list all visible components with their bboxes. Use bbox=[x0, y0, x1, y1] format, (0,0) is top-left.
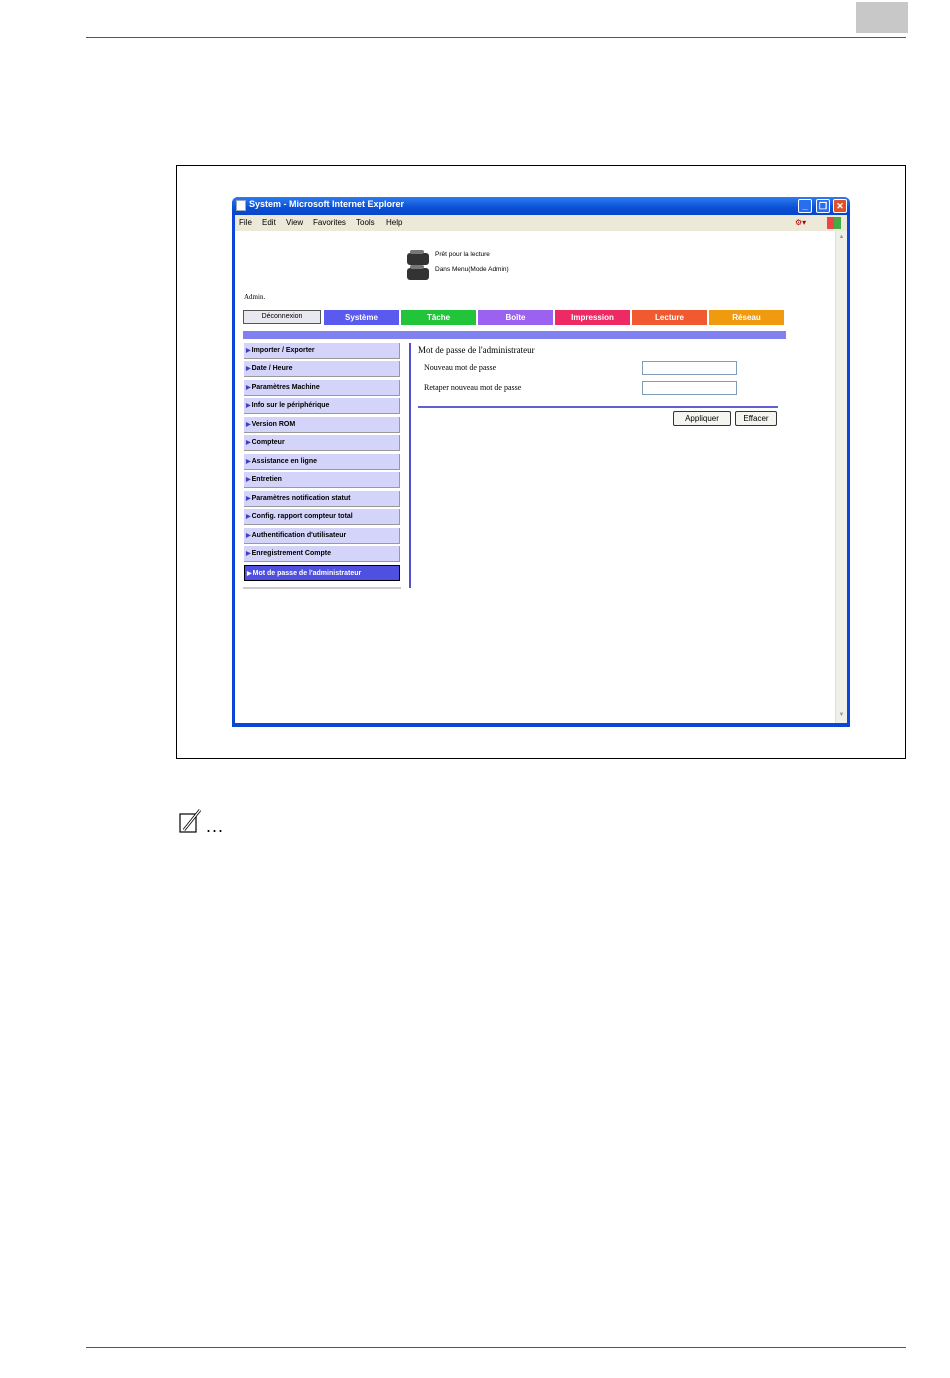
sidebar-item-label: Authentification d'utilisateur bbox=[251, 532, 347, 539]
ie-page-icon bbox=[236, 200, 246, 211]
menu-help[interactable]: Help bbox=[386, 218, 403, 227]
sidebar-item-label: Assistance en ligne bbox=[251, 458, 317, 465]
status-admin-mode: Dans Menu(Mode Admin) bbox=[435, 266, 509, 273]
menu-edit[interactable]: Edit bbox=[262, 218, 276, 227]
arrow-icon: ▶ bbox=[246, 403, 251, 409]
header-divider-bar bbox=[243, 331, 786, 339]
arrow-icon: ▶ bbox=[246, 348, 251, 354]
page-content bbox=[235, 231, 835, 723]
sidebar-item-importer-exporter[interactable] bbox=[244, 343, 400, 359]
arrow-icon: ▶ bbox=[246, 477, 251, 483]
admin-label: Admin. bbox=[244, 293, 266, 301]
sidebar-item-label: Entretien bbox=[251, 476, 282, 483]
arrow-icon: ▶ bbox=[246, 459, 251, 465]
arrow-icon: ▶ bbox=[246, 385, 251, 391]
logout-button[interactable]: Déconnexion bbox=[243, 310, 321, 324]
scroll-up-icon[interactable]: ▲ bbox=[838, 234, 845, 240]
scroll-down-icon[interactable]: ▼ bbox=[838, 712, 845, 718]
sidebar-item-date-heure[interactable] bbox=[244, 361, 400, 377]
restore-button[interactable]: ❐ bbox=[816, 199, 830, 213]
sidebar-item-enregistrement-compte[interactable] bbox=[244, 546, 400, 562]
apply-button[interactable]: Appliquer bbox=[673, 411, 731, 426]
arrow-icon: ▶ bbox=[246, 440, 251, 446]
sidebar-item-label: Info sur le périphérique bbox=[251, 402, 330, 409]
minimize-button[interactable]: _ bbox=[798, 199, 812, 213]
sidebar-bottom-rule bbox=[243, 587, 401, 589]
sidebar-item-mot-de-passe-admin[interactable] bbox=[244, 565, 400, 581]
arrow-icon: ▶ bbox=[246, 551, 251, 557]
window-title: System - Microsoft Internet Explorer bbox=[249, 199, 405, 209]
tab-impression[interactable]: Impression bbox=[554, 310, 630, 325]
arrow-icon: ▶ bbox=[246, 422, 251, 428]
sidebar-item-label: Version ROM bbox=[251, 421, 296, 428]
sidebar-item-label: Date / Heure bbox=[251, 365, 293, 372]
sidebar-item-version-rom[interactable] bbox=[244, 417, 400, 433]
sidebar-item-compteur[interactable] bbox=[244, 435, 400, 451]
sidebar-item-entretien[interactable] bbox=[244, 472, 400, 488]
tab-boite[interactable]: Boîte bbox=[477, 310, 553, 325]
browser-window bbox=[232, 197, 850, 727]
sidebar-item-label: Config. rapport compteur total bbox=[251, 513, 353, 520]
menu-file[interactable]: File bbox=[239, 218, 252, 227]
printer-ready-icon bbox=[407, 253, 429, 265]
sidebar-item-assistance[interactable] bbox=[244, 454, 400, 470]
sidebar-item-label: Compteur bbox=[251, 439, 285, 446]
chapter-tab bbox=[856, 2, 908, 33]
arrow-icon: ▶ bbox=[246, 533, 251, 539]
arrow-icon: ▶ bbox=[247, 571, 252, 577]
arrow-icon: ▶ bbox=[246, 514, 251, 520]
new-password-field[interactable] bbox=[642, 361, 737, 375]
menu-bar bbox=[235, 215, 847, 231]
sidebar-item-parametres-machine[interactable] bbox=[244, 380, 400, 396]
menu-favorites[interactable]: Favorites bbox=[313, 218, 346, 227]
menu-tools[interactable]: Tools bbox=[356, 218, 375, 227]
footer-rule bbox=[86, 1347, 906, 1348]
sidebar-item-authentification[interactable] bbox=[244, 528, 400, 544]
tab-systeme[interactable]: Système bbox=[323, 310, 399, 325]
sidebar-item-label: Mot de passe de l'administrateur bbox=[252, 570, 362, 577]
tools-dropdown-icon[interactable]: ⚙▾ bbox=[795, 218, 807, 227]
header-rule bbox=[86, 37, 906, 38]
status-ready: Prêt pour la lecture bbox=[435, 251, 490, 258]
close-button[interactable]: ✕ bbox=[833, 199, 847, 213]
arrow-icon: ▶ bbox=[246, 496, 251, 502]
tab-lecture[interactable]: Lecture bbox=[631, 310, 707, 325]
sidebar-divider bbox=[409, 343, 411, 588]
sidebar-item-label: Importer / Exporter bbox=[251, 347, 315, 354]
sidebar-item-rapport-compteur[interactable] bbox=[244, 509, 400, 525]
tab-tache[interactable]: Tâche bbox=[400, 310, 476, 325]
clear-button[interactable]: Effacer bbox=[735, 411, 777, 426]
retype-password-field[interactable] bbox=[642, 381, 737, 395]
sidebar-item-label: Paramètres Machine bbox=[251, 384, 320, 391]
title-bar bbox=[232, 197, 850, 215]
sidebar-item-notification-statut[interactable] bbox=[244, 491, 400, 507]
sidebar-item-label: Enregistrement Compte bbox=[251, 550, 331, 557]
vertical-scrollbar[interactable] bbox=[835, 231, 847, 723]
retype-password-label: Retaper nouveau mot de passe bbox=[424, 383, 522, 392]
sidebar-item-info-peripherique[interactable] bbox=[244, 398, 400, 414]
form-divider bbox=[418, 406, 778, 408]
menu-view[interactable]: View bbox=[286, 218, 304, 227]
printer-admin-icon bbox=[407, 268, 429, 280]
new-password-label: Nouveau mot de passe bbox=[424, 363, 497, 372]
windows-logo-icon bbox=[827, 217, 841, 229]
sidebar-item-label: Paramètres notification statut bbox=[251, 495, 351, 502]
tab-reseau[interactable]: Réseau bbox=[708, 310, 784, 325]
note-marker: ... bbox=[206, 816, 225, 836]
arrow-icon: ▶ bbox=[246, 366, 251, 372]
form-title: Mot de passe de l'administrateur bbox=[418, 345, 535, 355]
